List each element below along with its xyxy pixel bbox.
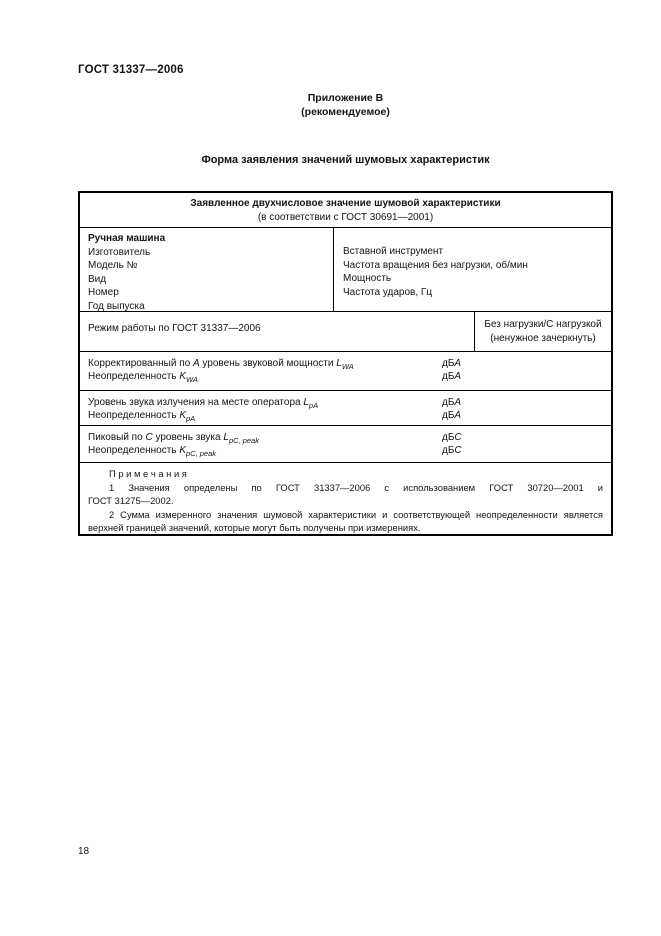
note-2-line-1: 2 Сумма измеренного значения шумовой характеристики и соответствующей неопределенности является bbox=[109, 508, 603, 520]
symbol: L bbox=[303, 397, 309, 408]
symbol: K bbox=[179, 410, 186, 421]
label-italic: А bbox=[192, 358, 200, 369]
notes-section bbox=[80, 462, 611, 534]
note-2-line-2: верхней границей значений, которые могут быть получены при измерениях. bbox=[88, 522, 421, 533]
note-1-line-2: ГОСТ 31275—2002. bbox=[88, 495, 174, 506]
symbol-subscript: pC, peak bbox=[185, 449, 217, 458]
label-text: Неопределенность bbox=[88, 445, 180, 456]
field-year: Год выпуска bbox=[88, 300, 145, 312]
note-1-line-1: 1 Значения определены по ГОСТ 31337—2006 с использованием ГОСТ 30720—2001 и bbox=[109, 481, 603, 493]
unit-dbc: дБС bbox=[442, 432, 462, 443]
symbol: L bbox=[336, 358, 342, 369]
label-text: Корректированный по bbox=[88, 358, 193, 369]
unit-dba: дБА bbox=[442, 410, 462, 421]
appendix-label: Приложение В bbox=[307, 92, 384, 104]
label-text: уровень звуковой мощности bbox=[199, 358, 337, 369]
label-italic: С bbox=[145, 432, 153, 443]
table-header-subtitle: (в соответствии с ГОСТ 30691—2001) bbox=[257, 211, 434, 223]
load-option-note: (ненужное зачеркнуть) bbox=[490, 332, 596, 344]
symbol: K bbox=[179, 445, 186, 456]
symbol-subscript: pA bbox=[185, 414, 196, 423]
unit-dba: дБА bbox=[442, 358, 462, 369]
page-number: 18 bbox=[78, 846, 90, 857]
operating-mode-label: Режим работы по ГОСТ 31337—2006 bbox=[80, 312, 475, 351]
field-type: Вид bbox=[88, 273, 107, 285]
peak-sound-level-line bbox=[88, 431, 603, 444]
notes-heading: П р и м е ч а н и я bbox=[109, 468, 187, 479]
uncertainty-line bbox=[88, 444, 603, 457]
label-text: Неопределенность bbox=[88, 410, 180, 421]
label-text: Пиковый по bbox=[88, 432, 146, 443]
machine-info-row bbox=[80, 227, 611, 311]
field-rotation-frequency: Частота вращения без нагрузки, об/мин bbox=[343, 259, 528, 271]
operating-mode-row bbox=[80, 311, 611, 351]
field-insert-tool: Вставной инструмент bbox=[343, 246, 444, 257]
appendix-note: (рекомендуемое) bbox=[301, 106, 390, 118]
field-model: Модель № bbox=[88, 260, 138, 271]
symbol-subscript: WA bbox=[341, 362, 354, 371]
peak-sound-level-row bbox=[80, 425, 611, 462]
label-text: уровень звука bbox=[152, 432, 224, 443]
machine-title: Ручная машина bbox=[88, 233, 166, 244]
declaration-table bbox=[78, 191, 613, 536]
label-text: Неопределенность bbox=[88, 371, 180, 382]
load-option: Без нагрузки/С нагрузкой bbox=[484, 319, 602, 330]
field-impact-frequency: Частота ударов, Гц bbox=[343, 286, 433, 298]
symbol-subscript: pA bbox=[308, 401, 319, 410]
table-header bbox=[80, 193, 611, 227]
symbol-subscript: pC, peak bbox=[228, 436, 259, 445]
emission-sound-level-line bbox=[88, 396, 603, 409]
load-option-cell bbox=[475, 312, 611, 351]
label-text: Уровень звука излучения на месте оператора bbox=[88, 397, 304, 408]
emission-sound-level-row bbox=[80, 390, 611, 425]
appendix-heading bbox=[78, 91, 613, 119]
table-header-title: Заявленное двухчисловое значение шумовой характеристики bbox=[190, 198, 501, 209]
gost-number: ГОСТ 31337—2006 bbox=[78, 64, 184, 76]
unit-dba: дБА bbox=[442, 371, 462, 382]
uncertainty-line bbox=[88, 409, 603, 422]
symbol-subscript: WA bbox=[185, 375, 198, 384]
form-title: Форма заявления значений шумовых характеристик bbox=[201, 154, 490, 166]
sound-power-level-row bbox=[80, 351, 611, 390]
tool-info-cell bbox=[334, 228, 611, 311]
uncertainty-line bbox=[88, 370, 603, 383]
field-number: Номер bbox=[88, 287, 119, 298]
unit-dbc: дБС bbox=[442, 445, 462, 456]
machine-info-cell bbox=[80, 228, 334, 311]
sound-power-level-line bbox=[88, 357, 603, 370]
symbol: L bbox=[223, 432, 229, 443]
field-manufacturer: Изготовитель bbox=[88, 246, 151, 258]
field-power: Мощность bbox=[343, 273, 392, 284]
unit-dba: дБА bbox=[442, 397, 462, 408]
symbol: K bbox=[179, 371, 186, 382]
